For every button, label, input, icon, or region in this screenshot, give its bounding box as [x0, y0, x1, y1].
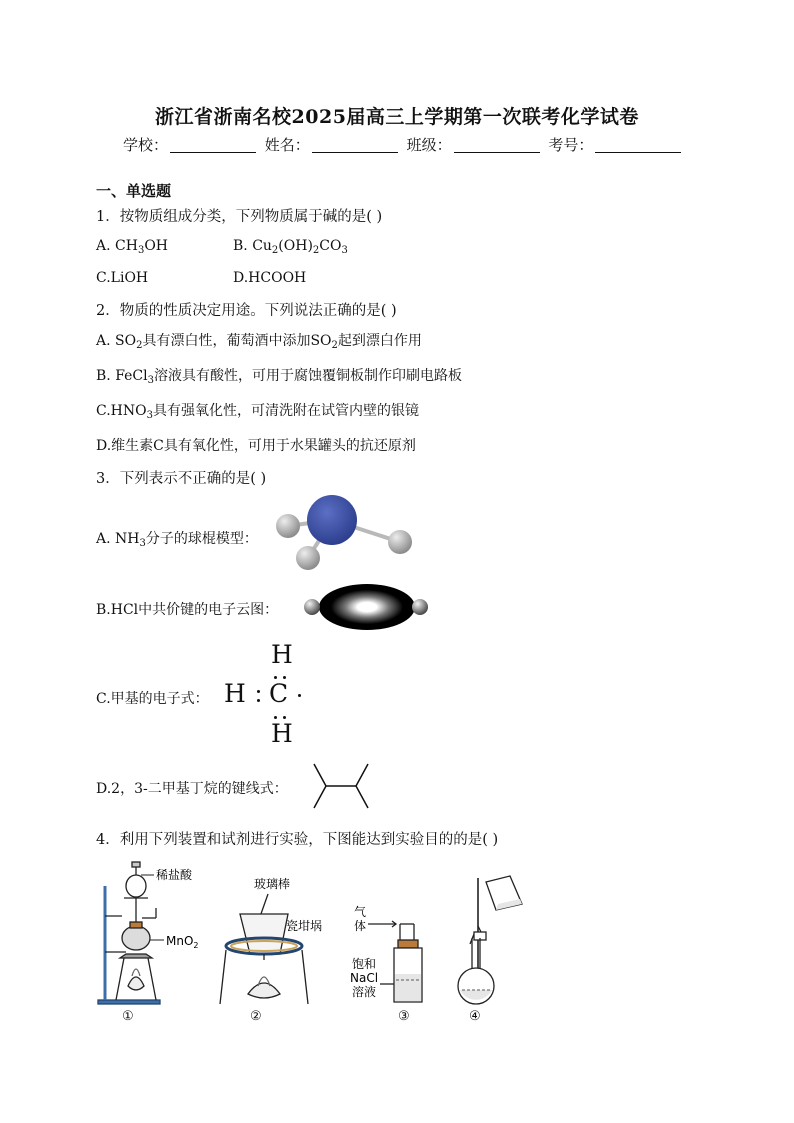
label-dilute-hcl: 稀盐酸	[156, 868, 193, 882]
label-nacl: NaCl	[350, 971, 379, 985]
class-label: 班级：	[406, 136, 452, 154]
section-heading: 一、单选题	[96, 182, 172, 200]
paper-title: 浙江省浙南名校2025届高三上学期第一次联考化学试卷	[155, 106, 639, 128]
student-info-line	[123, 134, 685, 155]
q3-option-d: D.2，3-二甲基丁烷的键线式：	[96, 781, 288, 797]
q1-option-a: A. $CH_3OH$	[96, 238, 168, 256]
apparatus-2-crucible-heating	[214, 876, 334, 1008]
label-solution: 溶液	[352, 985, 377, 999]
exam-number-blank[interactable]	[595, 138, 681, 153]
q3-option-c: C.甲基的电子式：	[96, 691, 209, 707]
q3-stem: 3．下列表示不正确的是( )	[96, 471, 267, 487]
apparatus-4-volumetric-flask	[456, 874, 530, 1008]
hcl-electron-cloud	[302, 583, 432, 631]
school-blank[interactable]	[170, 138, 256, 153]
exam-number-label: 考号：	[548, 136, 594, 154]
name-blank[interactable]	[312, 138, 398, 153]
label-glass-rod: 玻璃棒	[254, 877, 291, 891]
hydrogen-bottom: H	[271, 719, 293, 748]
skeletal-formula	[308, 760, 374, 812]
q1-option-c: C.LiOH	[96, 270, 149, 286]
q4-stem: 4．利用下列装置和试剂进行实验，下图能达到实验目的的是( )	[96, 832, 499, 848]
hydrogen-left: H	[224, 679, 246, 708]
apparatus-3-gas-washing-bottle	[350, 904, 440, 1008]
hydrogen-atom	[296, 546, 320, 570]
q1-option-d: D.HCOOH	[233, 270, 307, 286]
apparatus-number-1: ①	[122, 1009, 134, 1024]
methyl-electron-formula	[224, 640, 314, 750]
school-label: 学校：	[123, 136, 169, 154]
q1-stem: 1．按物质组成分类，下列物质属于碱的是( )	[96, 209, 383, 225]
label-saturated: 饱和	[352, 957, 377, 971]
hydrogen-atom	[276, 514, 300, 538]
hydrogen-top: H	[271, 640, 293, 669]
q2-option-a: A. $SO_2$具有漂白性，葡萄酒中添加$SO_2$起到漂白作用	[96, 333, 422, 351]
nitrogen-atom	[307, 495, 357, 545]
label-gas-1: 气	[354, 905, 367, 919]
q3-option-b: B.HCl中共价键的电子云图：	[96, 602, 279, 618]
apparatus-1-chlorine-generation	[96, 858, 208, 1008]
hydrogen-atom	[388, 530, 412, 554]
label-mno2: MnO$_2$	[166, 934, 199, 950]
q1-option-b: B. $Cu_2(OH)_2CO_3$	[233, 238, 348, 256]
q2-option-c: $C.HNO_3$具有强氧化性，可清洗附在试管内壁的银镜	[96, 403, 419, 421]
apparatus-number-2: ②	[250, 1009, 262, 1024]
label-gas-2: 体	[354, 919, 367, 933]
q3-option-a: A. $NH_3$分子的球棍模型：	[96, 531, 258, 549]
carbon-center: C	[269, 679, 289, 708]
class-blank[interactable]	[454, 138, 540, 153]
q2-option-b: B. FeCl$_3$溶液具有酸性，可用于腐蚀覆铜板制作印刷电路板	[96, 368, 462, 386]
apparatus-number-3: ③	[398, 1009, 410, 1024]
label-crucible: 瓷坩埚	[286, 919, 323, 933]
apparatus-number-4: ④	[469, 1009, 481, 1024]
q2-option-d: D.维生素C具有氧化性，可用于水果罐头的抗还原剂	[96, 438, 416, 454]
q2-stem: 2．物质的性质决定用途。下列说法正确的是( )	[96, 303, 397, 319]
name-label: 姓名：	[264, 136, 310, 154]
nh3-ball-stick-model	[268, 492, 418, 578]
